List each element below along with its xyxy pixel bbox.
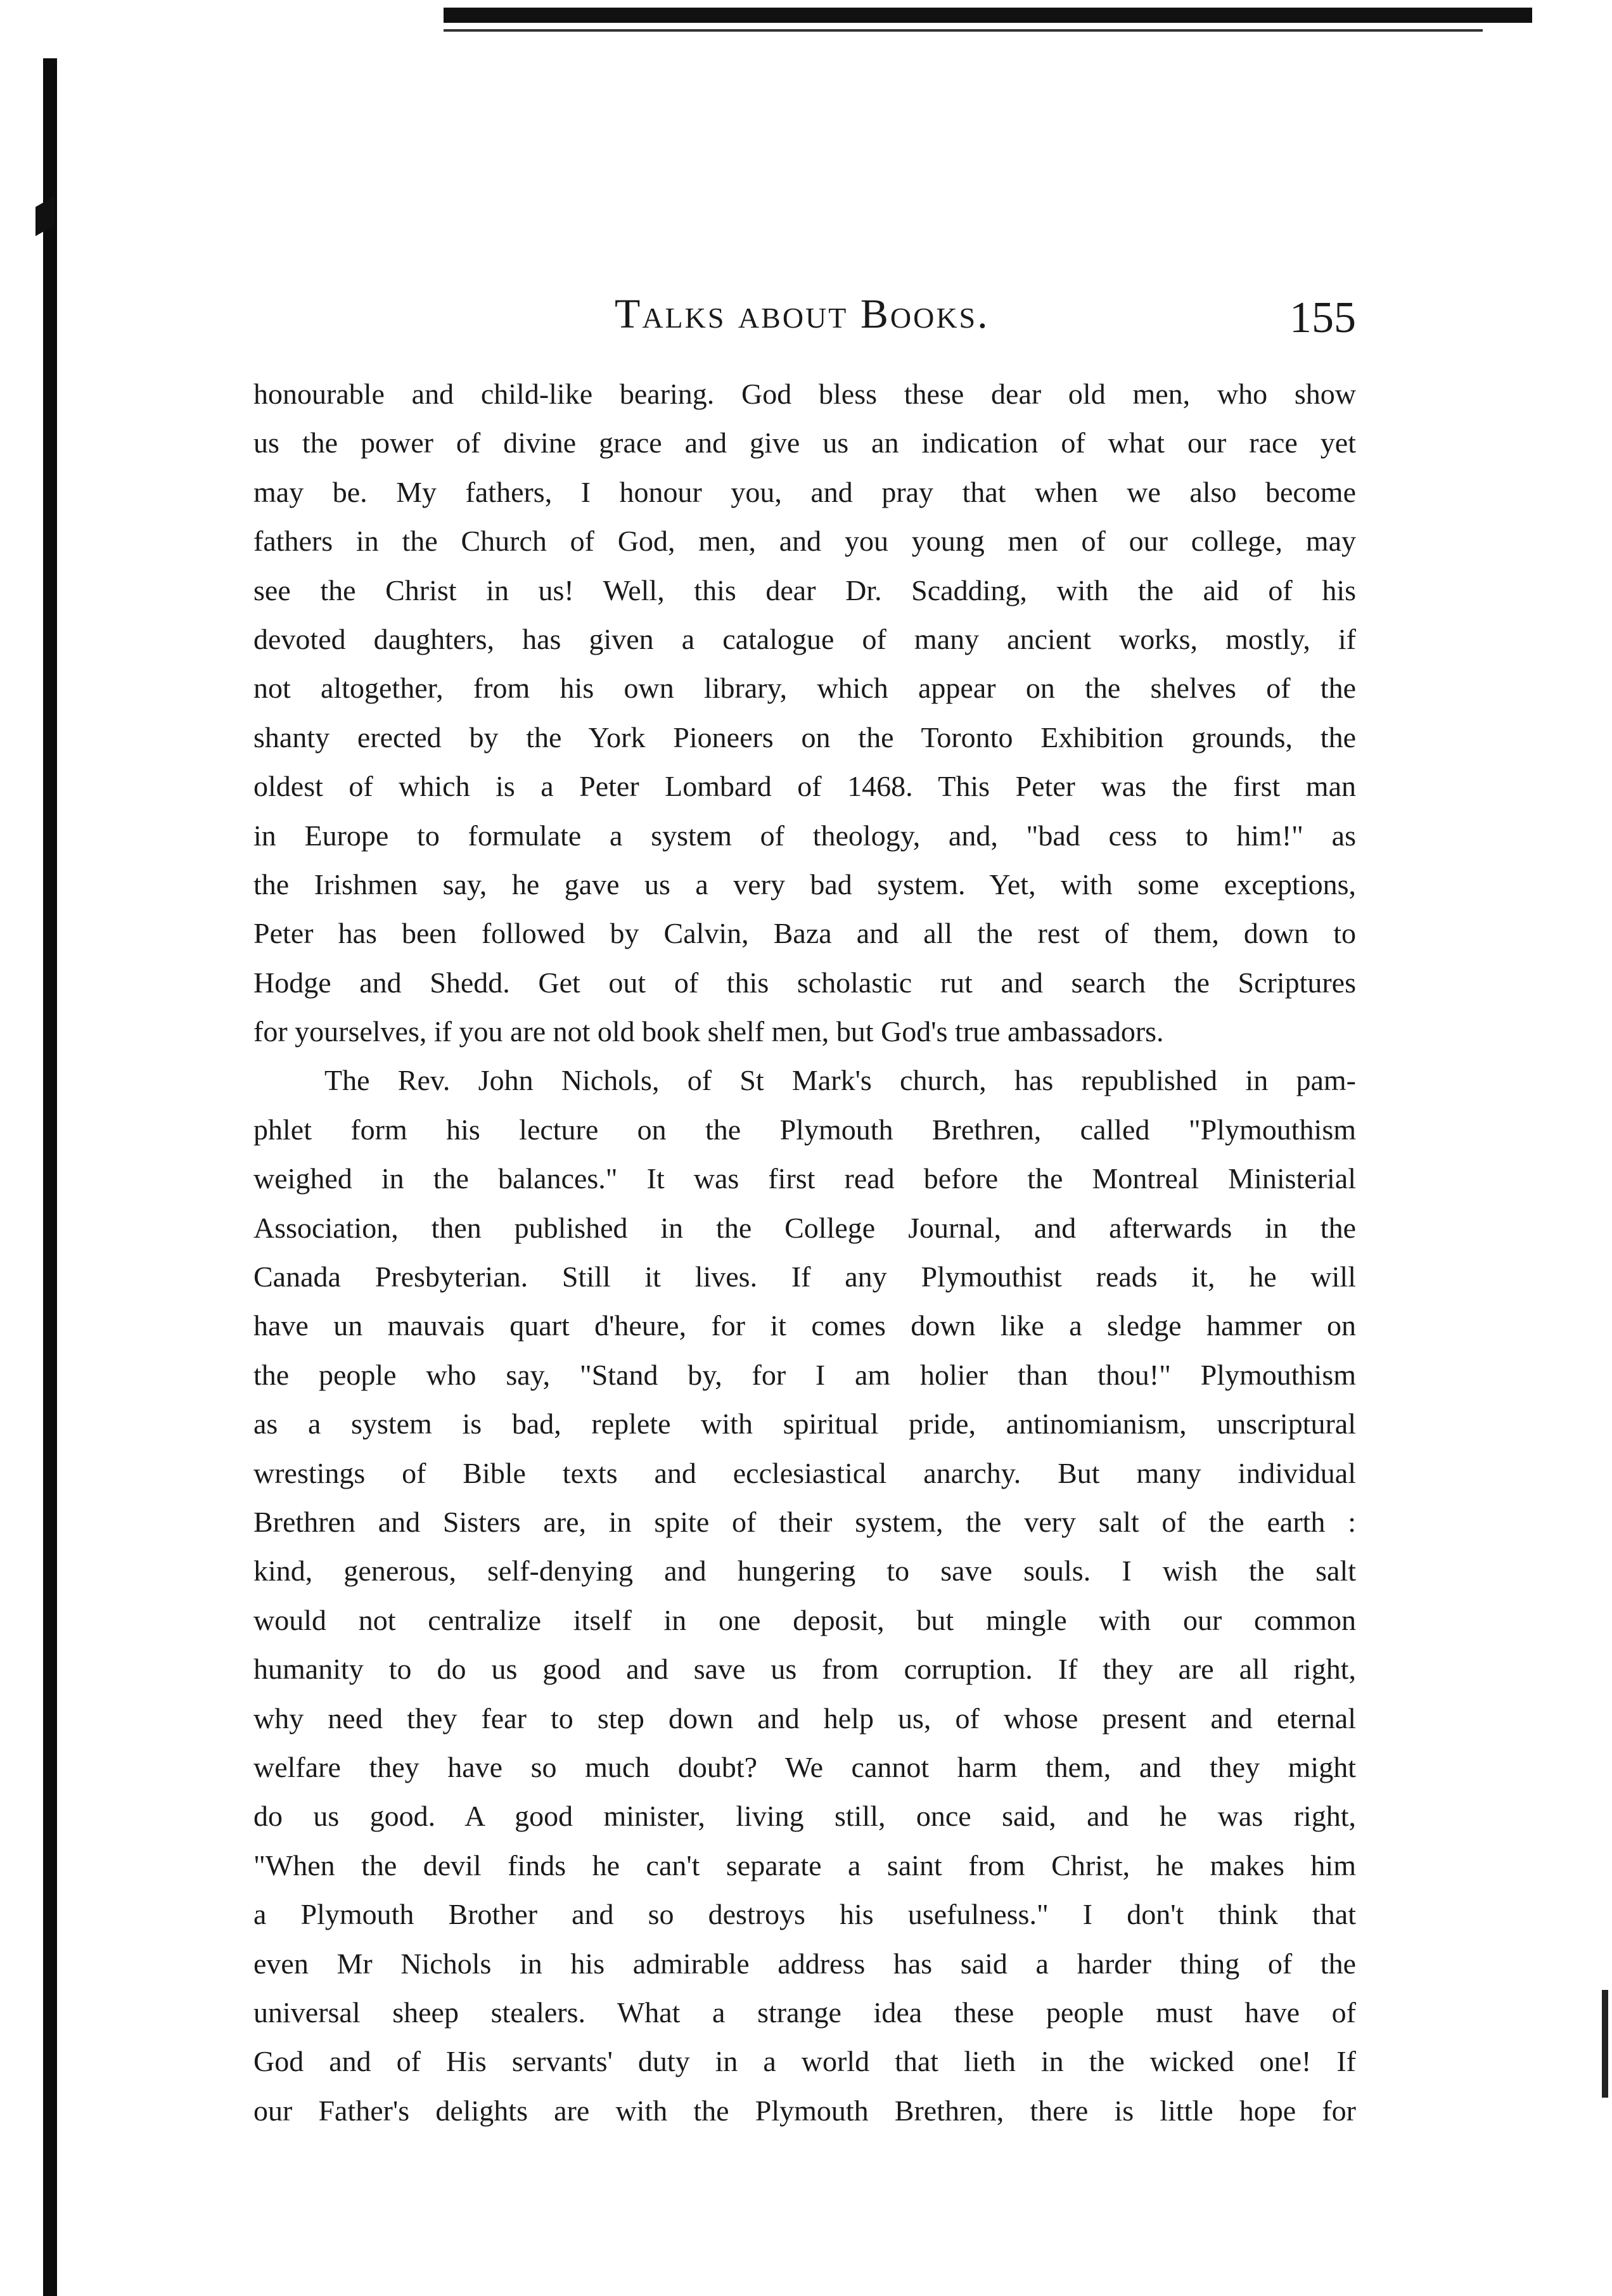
text-line: may be. My fathers, I honour you, and pray that when we also become	[253, 475, 1356, 508]
top-border-thin-rule	[444, 29, 1483, 32]
text-line: The Rev. John Nichols, of St Mark's church, has republished in pam-	[324, 1064, 1356, 1097]
text-line: "When the devil finds he can't separate a saint from Christ, he makes him	[253, 1849, 1356, 1882]
running-head: Talks about Books.	[615, 291, 990, 337]
text-line: the people who say, "Stand by, for I am holier than thou!" Plymouthism	[253, 1358, 1356, 1391]
text-line: see the Christ in us! Well, this dear Dr. Scadding, with the aid of his	[253, 574, 1356, 606]
text-line: kind, generous, self-denying and hungering to save souls. I wish the salt	[253, 1555, 1356, 1587]
text-line: a Plymouth Brother and so destroys his usefulness." I don't think that	[253, 1898, 1356, 1931]
text-line: universal sheep stealers. What a strange idea these people must have of	[253, 1996, 1356, 2029]
text-line: honourable and child-like bearing. God bless these dear old men, who show	[253, 378, 1356, 410]
text-line: Brethren and Sisters are, in spite of their system, the very salt of the earth :	[253, 1505, 1356, 1538]
body-text	[253, 369, 1356, 2135]
text-line: Hodge and Shedd. Get out of this scholastic rut and search the Scriptures	[253, 966, 1356, 999]
text-line: oldest of which is a Peter Lombard of 1468. This Peter was the first man	[253, 770, 1356, 803]
text-line: fathers in the Church of God, men, and you young men of our college, may	[253, 525, 1356, 558]
text-line: would not centralize itself in one deposit, but mingle with our common	[253, 1603, 1356, 1636]
text-line: Peter has been followed by Calvin, Baza and all the rest of them, down to	[253, 917, 1356, 950]
scan-binding-edge	[43, 58, 57, 2296]
text-line: even Mr Nichols in his admirable address has said a harder thing of the	[253, 1947, 1356, 1980]
text-line: our Father's delights are with the Plymouth Brethren, there is little hope for	[253, 2094, 1356, 2127]
text-line: wrestings of Bible texts and ecclesiastical anarchy. But many individual	[253, 1456, 1356, 1489]
text-line: shanty erected by the York Pioneers on the Toronto Exhibition grounds, the	[253, 721, 1356, 754]
scan-right-edge-mark	[1602, 1990, 1608, 2098]
text-line: for yourselves, if you are not old book shelf men, but God's true ambassadors.	[253, 1015, 1164, 1048]
text-line: as a system is bad, replete with spiritual pride, antinomianism, unscriptural	[253, 1408, 1356, 1440]
text-line: welfare they have so much doubt? We cannot harm them, and they might	[253, 1750, 1356, 1783]
text-line: Canada Presbyterian. Still it lives. If any Plymouthist reads it, he will	[253, 1260, 1356, 1293]
page-header	[253, 279, 1356, 355]
text-line: in Europe to formulate a system of theology, and, "bad cess to him!" as	[253, 819, 1356, 852]
page-number: 155	[1289, 293, 1356, 342]
text-line: Association, then published in the College Journal, and afterwards in the	[253, 1211, 1356, 1244]
text-line: weighed in the balances." It was first read before the Montreal Ministerial	[253, 1162, 1356, 1195]
text-line: phlet form his lecture on the Plymouth Brethren, called "Plymouthism	[253, 1113, 1356, 1146]
text-line: not altogether, from his own library, which appear on the shelves of the	[253, 672, 1356, 705]
text-line: devoted daughters, has given a catalogue of many ancient works, mostly, if	[253, 622, 1356, 655]
text-line: humanity to do us good and save us from corruption. If they are all right,	[253, 1653, 1356, 1686]
top-border-rule	[444, 8, 1532, 23]
text-line: do us good. A good minister, living still, once said, and he was right,	[253, 1800, 1356, 1833]
text-line: have un mauvais quart d'heure, for it comes down like a sledge hammer on	[253, 1309, 1356, 1342]
text-line: us the power of divine grace and give us an indication of what our race yet	[253, 426, 1356, 459]
text-line: why need they fear to step down and help us, of whose present and eternal	[253, 1702, 1356, 1735]
text-line: the Irishmen say, he gave us a very bad system. Yet, with some exceptions,	[253, 868, 1356, 901]
text-line: God and of His servants' duty in a world that lieth in the wicked one! If	[253, 2045, 1356, 2078]
